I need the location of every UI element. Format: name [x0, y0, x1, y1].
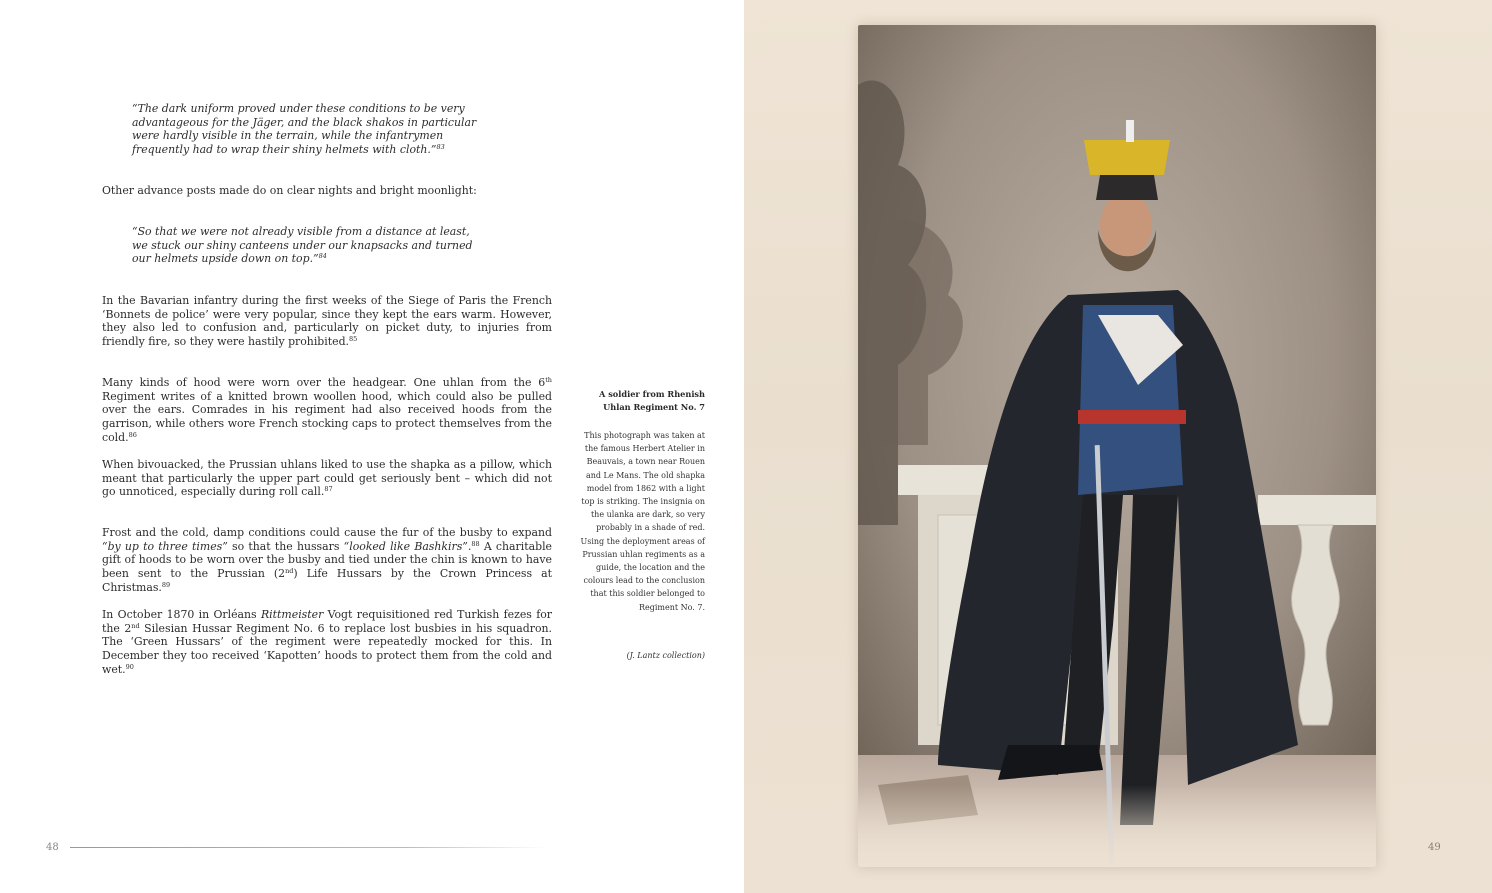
- page-number-right: 49: [1428, 842, 1441, 853]
- paragraph-6-text: Silesian Hussar Regiment No. 6 to replace lost busbies in his squadron. The ‘Green Hussars’ of the regiment were repeatedly mocked for this. In December they too received ‘Kapotten’ hoods to protect them from the cold and wet.: [102, 621, 552, 676]
- paragraph-6-text: In October 1870 in Orléans: [102, 608, 261, 621]
- footnote-ref: 84: [318, 252, 327, 261]
- ordinal-suffix: nd: [285, 567, 294, 576]
- footnote-ref: 83: [436, 143, 445, 152]
- paragraph-5-text: A charitable gift of hoods to be worn over the busby and tied under the chin is known to have been sent to the Prussian (2: [102, 539, 552, 581]
- soldier-illustration: [858, 25, 1376, 867]
- page-number-left: 48: [46, 842, 59, 853]
- soldier-photograph: [858, 25, 1376, 867]
- paragraph-6-text: Vogt requisitioned red Turkish fezes for the 2: [102, 608, 552, 635]
- ordinal-suffix: nd: [131, 621, 140, 630]
- quote-1-text: “The dark uniform proved under these conditions to be very advantageous for the Jäger, and the black shakos in particular were hardly visible in the terrain, while the infantrymen frequently had to wrap their shiny helmets with cloth.”: [132, 102, 477, 157]
- paragraph-3: [102, 376, 552, 445]
- left-page: [0, 0, 744, 893]
- photo-caption-credit: (J. Lantz collection): [626, 651, 705, 660]
- quote-2-text: “So that we were not already visible from a distance at least, we stuck our shiny canteens under our knapsacks and turned our helmets upside down on top.”: [132, 225, 473, 266]
- paragraph-5-text: .: [467, 539, 472, 553]
- paragraph-2-text: In the Bavarian infantry during the first weeks of the Siege of Paris the French ‘Bonnets de police’ were very popular, since they kept the ears warm. However, they also led to confusion and, particularly on picket duty, to injuries from friendly fire, so they were hastily prohibited.: [102, 294, 552, 349]
- block-quote-1: [132, 102, 497, 157]
- photo-caption-body: This photograph was taken at the famous Herbert Atelier in Beauvais, a town near Rouen and Le Mans. The old shapka model from 1862 with a light top is striking. The insignia on the ulanka are dark, so very probably in a shade of red. Using the deployment areas of Prussian uhlan regiments as a guide, the location and the colours lead to the conclusion that this soldier belonged to Regiment No. 7.: [580, 431, 705, 612]
- paragraph-6: [102, 608, 552, 677]
- footnote-ref: 90: [125, 662, 134, 671]
- paragraph-3-text: Many kinds of hood were worn over the headgear. One uhlan from the 6: [102, 376, 546, 389]
- paragraph-4-text: When bivouacked, the Prussian uhlans liked to use the shapka as a pillow, which meant that particularly the upper part could get seriously bent – which did not go unnoticed, especially during roll call.: [102, 458, 552, 499]
- footnote-ref: 89: [161, 580, 171, 589]
- footnote-ref: 87: [324, 485, 333, 494]
- italic-quote: “looked like Bashkirs”: [343, 539, 468, 553]
- italic-quote: “by up to three times”: [102, 539, 228, 553]
- paragraph-5: [102, 526, 552, 595]
- footnote-ref: 86: [128, 430, 137, 439]
- paragraph-5-text: so that the hussars: [227, 539, 344, 553]
- paragraph-5-text: Frost and the cold, damp conditions could cause the fur of the busby to expand: [102, 526, 552, 539]
- italic-term: Rittmeister: [260, 608, 324, 621]
- photo-caption-title: A soldier from Rhenish Uhlan Regiment No. 7: [599, 389, 705, 412]
- paragraph-4: [102, 458, 552, 499]
- paragraph-3-text: Regiment writes of a knitted brown woollen hood, which could also be pulled over the ears. Comrades in his regiment had also received hoods from the garrison, while others wore French stocking caps to protect themselves from the cold.: [102, 389, 552, 444]
- paragraph-1: Other advance posts made do on clear nights and bright moonlight:: [102, 184, 477, 197]
- footnote-ref: 88: [471, 539, 480, 548]
- block-quote-2: [132, 225, 477, 266]
- footer-rule: [70, 847, 548, 848]
- ordinal-suffix: th: [545, 376, 552, 384]
- paragraph-5-text: ) Life Hussars by the Crown Princess at Christmas.: [102, 567, 552, 594]
- footnote-ref: 85: [349, 335, 358, 344]
- paragraph-2: [102, 294, 552, 349]
